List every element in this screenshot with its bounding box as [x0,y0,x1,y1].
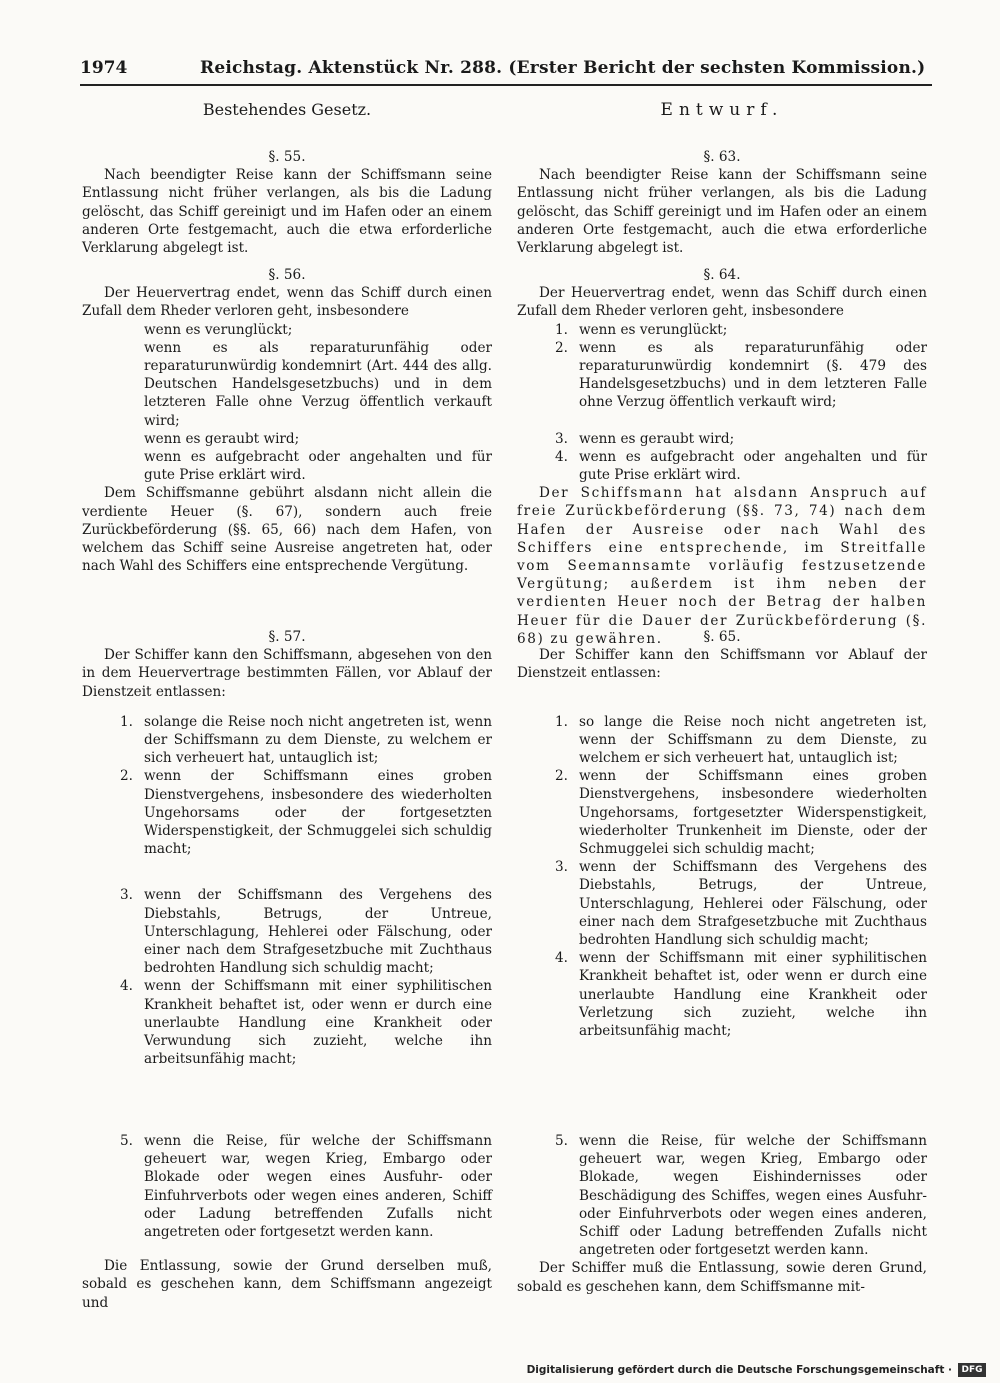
header-rule [80,84,932,86]
list-item-text: so lange die Reise noch nicht angetreten ist, wenn der Schiffsmann zu dem Dienste, zu welchem er sich verheuert hat, untauglich ist; [579,713,927,767]
section-intro: Der Heuervertrag endet, wenn das Schiff durch einen Zufall dem Rheder verloren geht, insbesondere [517,285,927,320]
list-item [517,949,927,1040]
list-item-text: solange die Reise noch nicht angetreten ist, wenn der Schiffsmann zu dem Dienste, zu welchem er sich verheuert hat, untauglich ist; [144,713,492,767]
list-item [517,339,927,412]
column-title-draft: Entwurf. [660,100,784,120]
section-heading: §. 63. [703,149,741,165]
section-63 [517,148,927,257]
list-item-text: wenn es geraubt wird; [579,430,735,447]
list-item-number: 3. [555,430,568,447]
section-list [517,713,927,1041]
credit-text: Digitalisierung gefördert durch die Deutsche Forschungsgemeinschaft · [526,1364,952,1376]
section-closing: Der Schiffsmann hat alsdann Anspruch auf freie Zurückbeförderung (§§. 73, 74) nach dem Hafen der Ausreise oder nach Wahl des Schiffers eine entsprechende, im Streitfalle vom Seemannsamte vorläufig festzusetzende Vergütung; außerdem ist ihm neben der verdienten Heuer noch der Betrag der halben Heuer für die Dauer der Zurückbeförderung (§. 68) zu gewähren. [517,485,927,647]
list-item [82,321,492,339]
page-number: 1974 [80,58,128,78]
list-item-number: 5. [555,1133,568,1149]
section-intro: Der Heuervertrag endet, wenn das Schiff durch einen Zufall dem Rheder verloren geht, insbesondere [82,285,492,320]
header-title: Reichstag. Aktenstück Nr. 288. (Erster Bericht der sechsten Kommission.) [200,58,926,78]
list-item-number: 2. [555,768,568,785]
section-55 [82,148,492,257]
list-item [82,713,492,768]
list-item [517,1132,927,1259]
section-64 [517,266,927,648]
section-list [82,321,492,485]
list-item-text: wenn es aufgebracht oder angehalten und für gute Prise erklärt wird. [144,449,492,484]
list-item [517,321,927,339]
list-item-number: 4. [555,950,568,967]
list-item [82,1132,492,1241]
section-closing: Dem Schiffsmanne gebührt alsdann nicht allein die verdiente Heuer (§. 67), sondern auch freie Zurückbeförderung (§§. 65, 66) nach dem Hafen, von welchem das Schiff seine Ausreise angetreten hat, oder nach Wahl des Schiffers eine entsprechende Vergütung. [82,485,492,575]
list-item-text: wenn der Schiffsmann eines groben Dienstvergehens, insbesondere wiederholten Ungehorsams, fortgesetzter Widerspenstigkeit, wiederholter Trunkenheit im Dienste, oder der Schmuggelei sich schuldig macht; [579,768,927,858]
digitization-credit [526,1363,986,1379]
list-item-number: 2. [555,339,568,356]
list-item-text: wenn es verunglückt; [144,321,293,338]
section-57 [82,628,492,1068]
list-item [82,339,492,430]
section-65 [517,628,927,1040]
list-item [517,430,927,448]
list-item-text: wenn die Reise, für welche der Schiffsmann geheuert war, wegen Krieg, Embargo oder Blokade, wegen Eishindernisses oder Beschädigung des Schiffes, wegen eines Ausfuhr- oder Einfuhrverbots oder wegen eines anderen, Schiff oder Ladung betreffenden Zufalls nicht angetreten oder fortgesetzt werden kann. [579,1133,927,1259]
section-heading: §. 65. [703,629,741,645]
list-item [82,448,492,484]
list-item-text: wenn der Schiffsmann mit einer syphilitischen Krankheit behaftet ist, oder wenn er durch eine unerlaubte Handlung eine Krankheit oder Verwundung sich zuzieht, welche ihn arbeitsunfähig macht; [144,978,492,1068]
list-item [82,886,492,977]
list-item-text: wenn die Reise, für welche der Schiffsmann geheuert war, wegen Krieg, Embargo oder Blokade oder wegen eines Ausfuhr- oder Einfuhrverbots oder wegen eines anderen, Schiff oder Ladung betreffenden Zufalls nicht angetreten oder fortgesetzt werden kann. [144,1133,492,1241]
section-heading: §. 64. [703,267,741,283]
list-item-number: 4. [120,978,133,995]
list-item [517,767,927,858]
list-item-number: 2. [120,768,133,785]
list-item [82,430,492,448]
list-item [82,767,492,858]
list-item-text: wenn es geraubt wird; [144,430,300,447]
section-list [517,1132,927,1259]
list-item-text: wenn der Schiffsmann des Vergehens des Diebstahls, Betrugs, der Untreue, Unterschlagung, Hehlerei oder Fälschung, oder einer nach dem Strafgesetzbuche mit Zuchthaus bedrohten Handlung sich schuldig macht; [144,887,492,977]
list-item-text: wenn der Schiffsmann des Vergehens des Diebstahls, Betrugs, der Untreue, Unterschlagung, Hehlerei oder Fälschung, oder einer nach dem Strafgesetzbuche mit Zuchthaus bedrohten Handlung sich schuldig macht; [579,859,927,949]
section-paragraph: Nach beendigter Reise kann der Schiffsmann seine Entlassung nicht früher verlangen, als bis die Ladung gelöscht, das Schiff gereinigt und im Hafen oder an einem anderen Orte festgemacht, auch die etwa erforderliche Verklarung abgelegt ist. [82,167,492,257]
section-heading: §. 55. [268,149,306,165]
dfg-logo: DFG [958,1363,986,1377]
section-57-continued [82,1132,492,1312]
list-item-number: 5. [120,1133,133,1149]
section-intro: Der Schiffer kann den Schiffsmann vor Ablauf der Dienstzeit entlassen: [517,647,927,682]
list-item-number: 1. [555,713,568,730]
list-item-number: 3. [555,859,568,876]
list-item-text: wenn der Schiffsmann eines groben Dienstvergehens, insbesondere des wiederholten Ungehorsams oder der fortgesetzten Widerspenstigkeit, der Schmuggelei sich schuldig macht; [144,768,492,858]
section-56 [82,266,492,575]
section-list [82,1132,492,1241]
list-item-number: 3. [120,887,133,904]
list-item [517,448,927,484]
list-item-text: wenn es verunglückt; [579,321,728,338]
list-item [517,713,927,768]
list-item-text: wenn der Schiffsmann mit einer syphilitischen Krankheit behaftet ist, oder wenn er durch eine unerlaubte Handlung eine Krankheit oder Verletzung sich zuzieht, welche ihn arbeitsunfähig macht; [579,950,927,1040]
section-list [517,321,927,485]
section-heading: §. 57. [268,629,306,645]
section-heading: §. 56. [268,267,306,283]
section-closing: Der Schiffer muß die Entlassung, sowie deren Grund, sobald es geschehen kann, dem Schiffsmanne mit- [517,1260,927,1295]
list-item [517,858,927,949]
section-closing: Die Entlassung, sowie der Grund derselben muß, sobald es geschehen kann, dem Schiffsmann angezeigt und [82,1258,492,1311]
list-item-text: wenn es als reparaturunfähig oder reparaturunwürdig kondemnirt (§. 479 des Handelsgesetzbuchs) und in dem letzteren Falle ohne Verzug öffentlich verkauft wird; [579,339,927,411]
page-header [80,58,932,84]
list-item-text: wenn es als reparaturunfähig oder reparaturunwürdig kondemnirt (Art. 444 des allg. Deutschen Handelsgesetzbuchs) und in dem letzteren Falle ohne Verzug öffentlich verkauft wird; [144,339,492,429]
list-item [82,977,492,1068]
section-65-continued [517,1132,927,1296]
section-paragraph: Nach beendigter Reise kann der Schiffsmann seine Entlassung nicht früher verlangen, als bis die Ladung gelöscht, das Schiff gereinigt und im Hafen oder an einem anderen Orte festgemacht, auch die etwa erforderliche Verklarung abgelegt ist. [517,167,927,257]
list-item-number: 1. [555,321,568,338]
list-item-number: 4. [555,448,568,465]
section-list [82,713,492,1069]
list-item-number: 1. [120,713,133,730]
column-title-existing-law: Bestehendes Gesetz. [202,100,372,119]
section-intro: Der Schiffer kann den Schiffsmann, abgesehen von den in dem Heuervertrage bestimmten Fällen, vor Ablauf der Dienstzeit entlassen: [82,647,492,700]
list-item-text: wenn es aufgebracht oder angehalten und für gute Prise erklärt wird. [579,448,927,484]
